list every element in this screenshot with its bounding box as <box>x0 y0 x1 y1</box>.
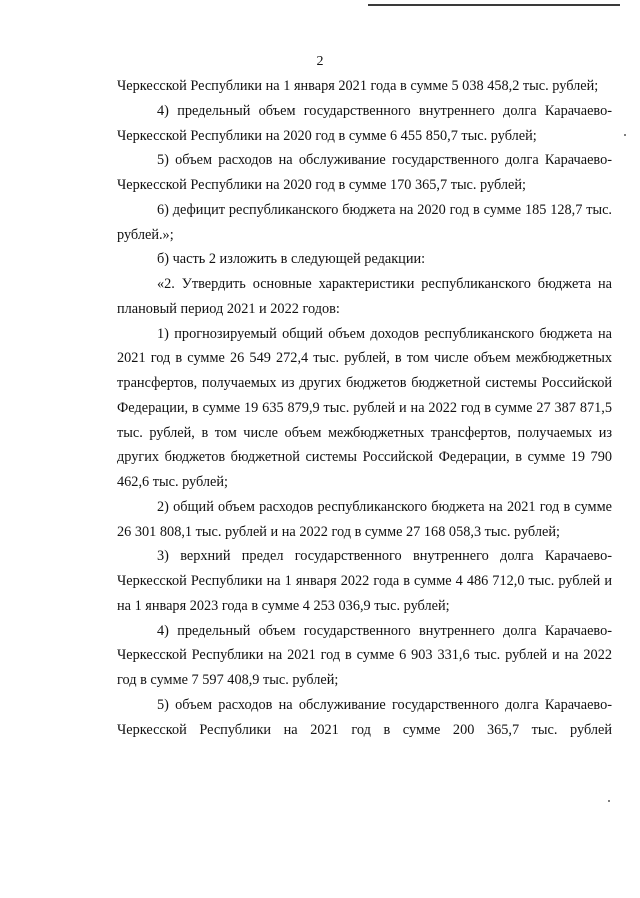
paragraph-section-2-heading: «2. Утвердить основные характеристики республиканского бюджета на плановый период 2021 и 2022 годов: <box>117 276 612 317</box>
paragraph-part-b: б) часть 2 изложить в следующей редакции: <box>157 251 426 268</box>
scan-edge-line <box>368 4 620 6</box>
paragraph-item-5-debt-service-2020: 5) объем расходов на обслуживание государственного долга Карачаево-Черкесской Республики на 2020 год в сумме 170 365,7 тыс. рублей; <box>117 152 612 193</box>
paragraph-item-4-debt-limit: 4) предельный объем государственного внутреннего долга Карачаево-Черкесской Республики на 2021 год в сумме 6 903 331,6 тыс. рублей и на 2022 год в сумме 7 597 408,9 тыс. рублей; <box>117 622 612 688</box>
paragraph-item-3-debt-ceiling: 3) верхний предел государственного внутреннего долга Карачаево-Черкесской Республики на 1 января 2022 года в сумме 4 486 712,0 тыс. рублей и на 1 января 2023 года в сумме 4 253 036,9 тыс. рублей; <box>117 548 612 614</box>
paragraph-item-6-deficit-2020: 6) дефицит республиканского бюджета на 2020 год в сумме 185 128,7 тыс. рублей.»; <box>117 201 612 243</box>
paragraph-item-4-debt-limit-2020: 4) предельный объем государственного внутреннего долга Карачаево-Черкесской Республики на 2020 год в сумме 6 455 850,7 тыс. рублей; <box>117 102 612 144</box>
scan-speck <box>624 134 626 136</box>
paragraph-continuation: Черкесской Республики на 1 января 2021 года в сумме 5 038 458,2 тыс. рублей; <box>117 78 599 94</box>
paragraph-item-1-revenue: 1) прогнозируемый общий объем доходов республиканского бюджета на 2021 год в сумме 26 549 272,4 тыс. рублей, в том числе объем межбюджетных трансфертов, получаемых из других бюджетов бюджетной системы Российской Федерации, в сумме 19 635 879,9 тыс. рублей и на 2022 год в сумме 27 387 871,5 тыс. рублей, в том числе объем межбюджетных трансфертов, получаемых из других бюджетов бюджетной системы Российской Федерации, в сумме 19 790 462,6 тыс. рублей; <box>117 325 612 490</box>
document-body <box>117 74 612 742</box>
scan-speck <box>608 800 610 802</box>
paragraph-item-2-expenditure: 2) общий объем расходов республиканского бюджета на 2021 год в сумме 26 301 808,1 тыс. рублей и на 2022 год в сумме 27 168 058,3 тыс. рублей; <box>117 498 612 540</box>
paragraph-item-5-debt-service: 5) объем расходов на обслуживание государственного долга Карачаево-Черкесской Республики на 2021 год в сумме 200 365,7 тыс. рублей <box>117 696 612 738</box>
page-number: 2 <box>316 54 324 69</box>
